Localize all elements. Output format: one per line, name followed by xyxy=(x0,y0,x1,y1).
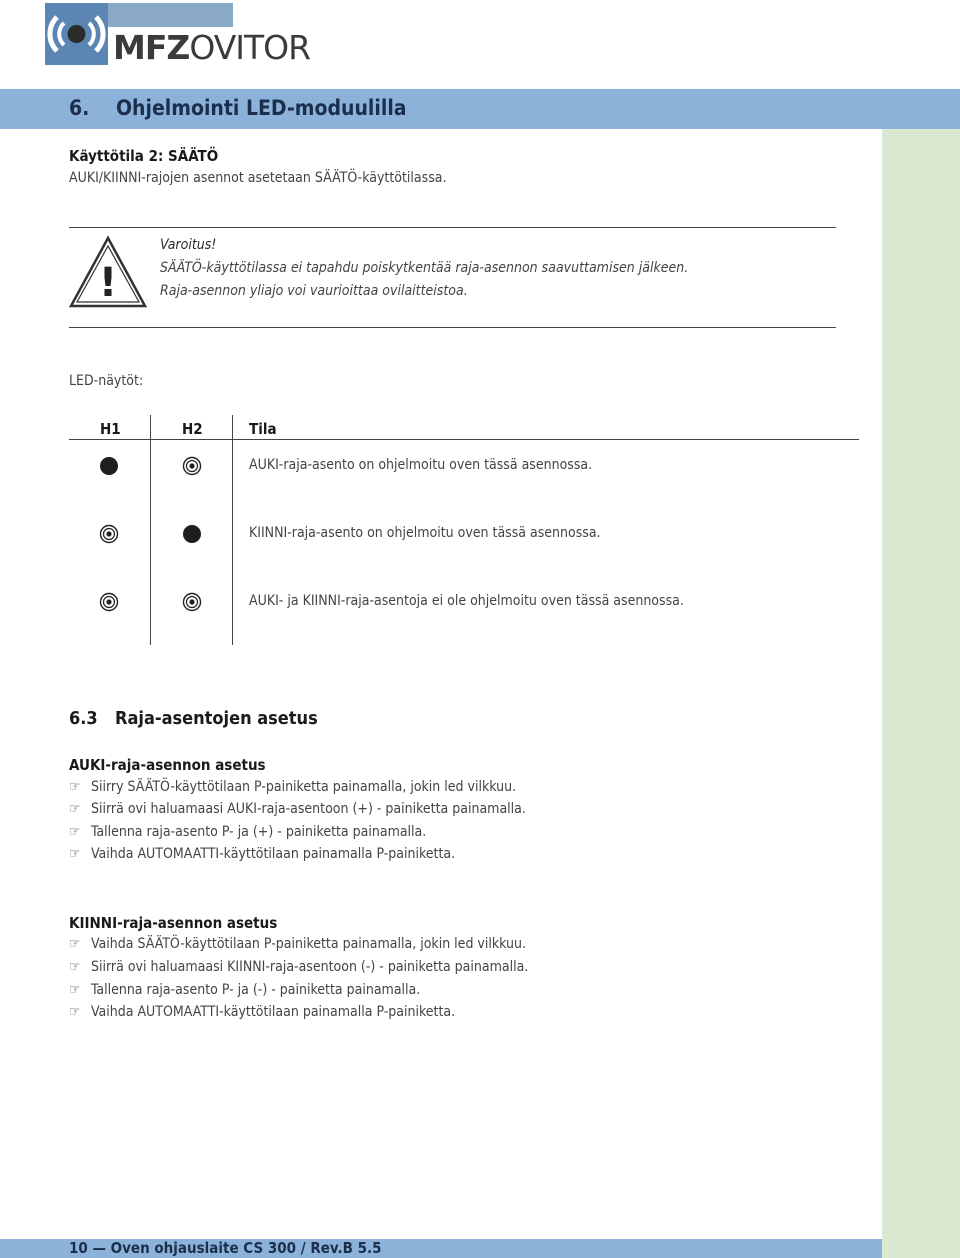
pointing-hand-icon: ☞ xyxy=(69,982,81,998)
led-blinking-icon xyxy=(99,592,119,612)
warning-line-1: SÄÄTÖ-käyttötilassa ei tapahdu poiskytkentää raja-asennon saavuttamisen jälkeen. xyxy=(160,260,689,276)
pointing-hand-icon: ☞ xyxy=(69,824,81,840)
logo-bar xyxy=(103,3,233,27)
led-table-caption: LED-näytöt: xyxy=(69,373,144,389)
warning-bottom-rule xyxy=(69,327,836,328)
led-table-header-rule xyxy=(69,439,859,440)
led-header-h2: H2 xyxy=(182,420,203,438)
page-title: 6. Ohjelmointi LED-moduulilla xyxy=(69,96,407,120)
warning-triangle-icon xyxy=(68,235,148,309)
led-table-divider-2 xyxy=(232,415,233,645)
list-item: ☞ Tallenna raja-asento P- ja (+) - painiketta painamalla. xyxy=(69,824,427,840)
logo-mark-icon xyxy=(45,3,108,65)
mode-description: AUKI/KIINNI-rajojen asennot asetetaan SÄÄTÖ-käyttötilassa. xyxy=(69,170,447,186)
close-setup-title: KIINNI-raja-asennon asetus xyxy=(69,914,278,932)
led-row-2-state: KIINNI-raja-asento on ohjelmoitu oven tässä asennossa. xyxy=(249,525,601,541)
led-table-divider-1 xyxy=(150,415,151,645)
list-item: ☞ Vaihda AUTOMAATTI-käyttötilaan painamalla P-painiketta. xyxy=(69,846,456,862)
list-item: ☞ Siirrä ovi haluamaasi AUKI-raja-asentoon (+) - painiketta painamalla. xyxy=(69,801,526,817)
open-setup-title: AUKI-raja-asennon asetus xyxy=(69,756,266,774)
led-row-1-state: AUKI-raja-asento on ohjelmoitu oven tässä asennossa. xyxy=(249,457,593,473)
led-header-h1: H1 xyxy=(100,420,121,438)
page-footer: 10 — Oven ohjauslaite CS 300 / Rev.B 5.5 xyxy=(69,1239,382,1257)
warning-top-rule xyxy=(69,227,836,228)
list-item: ☞ Vaihda AUTOMAATTI-käyttötilaan painamalla P-painiketta. xyxy=(69,1004,456,1020)
led-blinking-icon xyxy=(99,524,119,544)
logo-wordmark: MFZOVITOR xyxy=(113,28,311,67)
mode-title: Käyttötila 2: SÄÄTÖ xyxy=(69,147,219,165)
led-blinking-icon xyxy=(182,592,202,612)
list-item: ☞ Siirry SÄÄTÖ-käyttötilaan P-painiketta painamalla, jokin led vilkkuu. xyxy=(69,779,517,795)
company-logo xyxy=(45,3,311,67)
led-solid-icon xyxy=(99,456,119,476)
warning-symbol: ! xyxy=(98,260,118,306)
list-item: ☞ Tallenna raja-asento P- ja (-) - painiketta painamalla. xyxy=(69,982,421,998)
warning-title: Varoitus! xyxy=(160,237,217,253)
list-item: ☞ Siirrä ovi haluamaasi KIINNI-raja-asentoon (-) - painiketta painamalla. xyxy=(69,959,529,975)
section-title: 6.3 Raja-asentojen asetus xyxy=(69,708,318,729)
led-row-3-state: AUKI- ja KIINNI-raja-asentoja ei ole ohjelmoitu oven tässä asennossa. xyxy=(249,593,684,609)
led-header-state: Tila xyxy=(249,420,277,438)
pointing-hand-icon: ☞ xyxy=(69,1004,81,1020)
pointing-hand-icon: ☞ xyxy=(69,936,81,952)
warning-line-2: Raja-asennon yliajo voi vaurioittaa ovilaitteistoa. xyxy=(160,283,468,299)
pointing-hand-icon: ☞ xyxy=(69,801,81,817)
pointing-hand-icon: ☞ xyxy=(69,846,81,862)
pointing-hand-icon: ☞ xyxy=(69,779,81,795)
side-strip xyxy=(882,129,960,1258)
led-solid-icon xyxy=(182,524,202,544)
led-blinking-icon xyxy=(182,456,202,476)
list-item: ☞ Vaihda SÄÄTÖ-käyttötilaan P-painiketta painamalla, jokin led vilkkuu. xyxy=(69,936,527,952)
pointing-hand-icon: ☞ xyxy=(69,959,81,975)
